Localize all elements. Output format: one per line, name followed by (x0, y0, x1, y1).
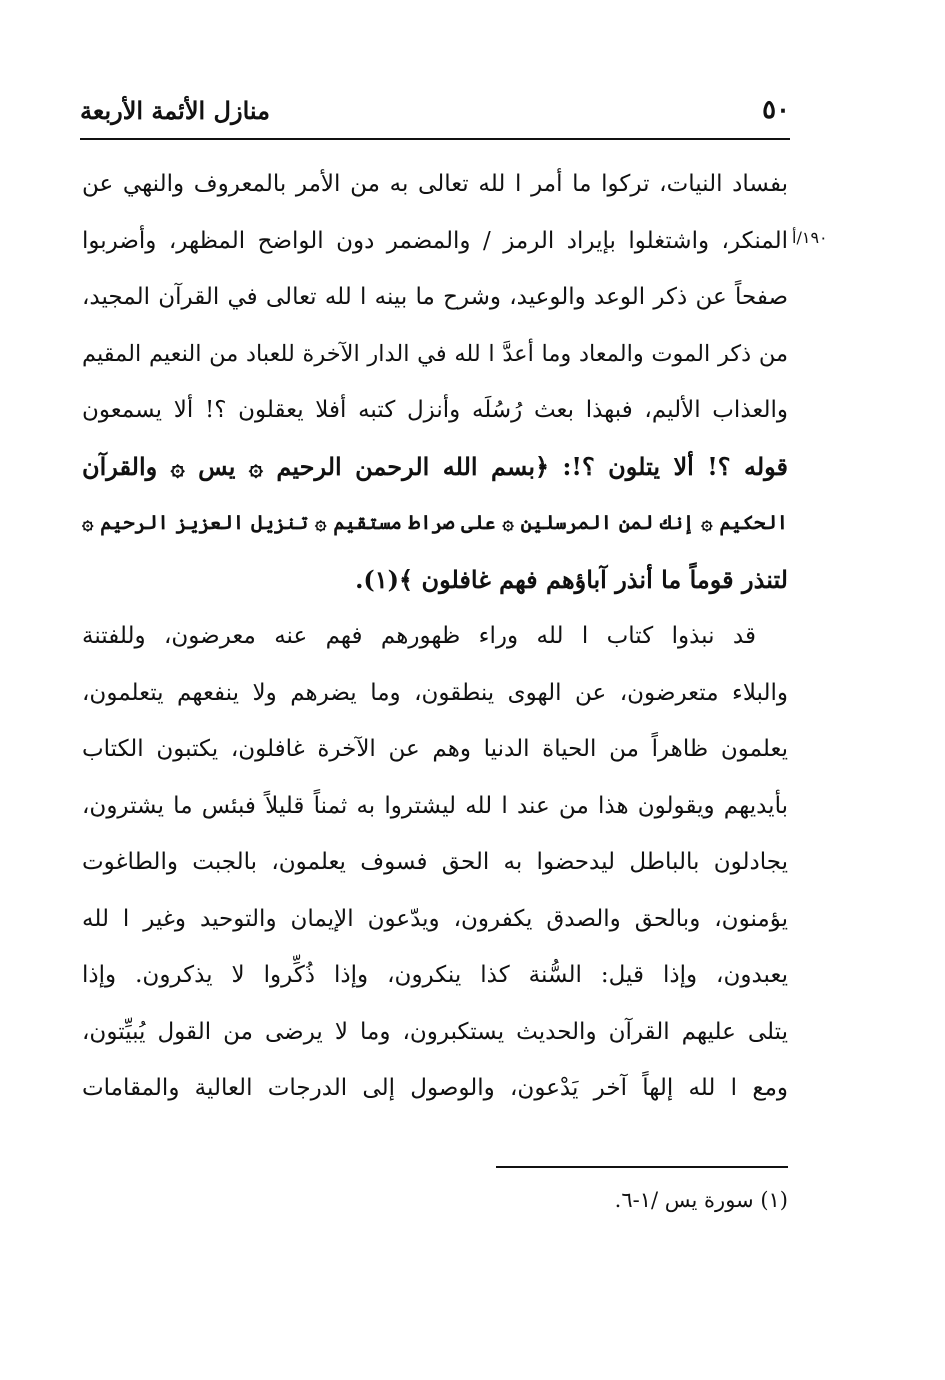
manuscript-folio-marker: ١٩٠/أ (792, 228, 828, 247)
text-line-11: يعلمون ظاهراً من الحياة الدنيا وهم عن الآخرة غافلون، يكتبون الكتاب (82, 736, 788, 762)
text-line-9: قد نبذوا كتاب ا لله وراء ظهورهم فهم عنه معرضون، وللفتنة (82, 623, 756, 649)
text-line-3: صفحاً عن ذكر الوعد والوعيد، وشرح ما بينه ا لله تعالى في القرآن المجيد، (82, 284, 788, 310)
text-line-14: يؤمنون، وبالحق والصدق يكفرون، ويدّعون الإيمان والتوحيد وغير ا لله (82, 905, 788, 932)
text-line-7: الحكيم ۞ إنك لمن المرسلين ۞ على صراط مستقيم ۞ تنزيل العزيز الرحيم ۞ (82, 511, 788, 534)
main-text (82, 156, 788, 1117)
running-title: منازل الأئمة الأربعة (80, 95, 270, 125)
text-line-2: المنكر، واشتغلوا بإيراد الرمز / والمضمر دون الواضح المظهر، وأضربوا (82, 227, 788, 254)
text-line-17: ومع ا لله إلهاً آخر يَدْعون، والوصول إلى الدرجات العالية والمقامات (82, 1075, 788, 1101)
footnote: (١) سورة يس /١-٦. (614, 1188, 788, 1212)
footnote-rule (496, 1166, 788, 1168)
text-line-8: لتنذر قوماً ما أنذر آباؤهم فهم غافلون ﴾(١). (355, 564, 788, 594)
page-header (80, 88, 790, 132)
text-line-1: بفساد النيات، تركوا ما أمر ا لله تعالى به من الأمر بالمعروف والنهي عن (82, 171, 788, 197)
header-rule (80, 138, 790, 140)
page-number: ٥٠ (762, 95, 790, 125)
text-line-15: يعبدون، وإذا قيل: السُّنة كذا ينكرون، وإذا ذُكِّروا لا يذكرون. وإذا (82, 962, 788, 988)
text-line-10: والبلاء متعرضون، عن الهوى ينطقون، وما يضرهم ولا ينفعهم يتعلمون، (82, 679, 788, 706)
text-line-4: من ذكر الموت والمعاد وما أعدَّ ا لله في الدار الآخرة للعباد من النعيم المقيم (82, 340, 788, 367)
text-line-13: يجادلون بالباطل ليدحضوا به الحق فسوف يعلمون، بالجبت والطاغوت (82, 849, 788, 875)
text-line-6: قوله ؟! ألا يتلون ؟!: ﴿بسم الله الرحمن الرحيم ۞ يس ۞ والقرآن (82, 451, 788, 481)
text-line-16: يتلى عليهم القرآن والحديث يستكبرون، وما لا يرضى من القول يُبيِّتون، (82, 1018, 788, 1045)
text-line-12: بأيديهم ويقولون هذا من عند ا لله ليشتروا به ثمناً قليلاً فبئس ما يشترون، (82, 792, 788, 819)
text-line-5: والعذاب الأليم، فبهذا بعث رُسُلَه وأنزل كتبه أفلا يعقلون ؟! ألا يسمعون (82, 397, 788, 423)
